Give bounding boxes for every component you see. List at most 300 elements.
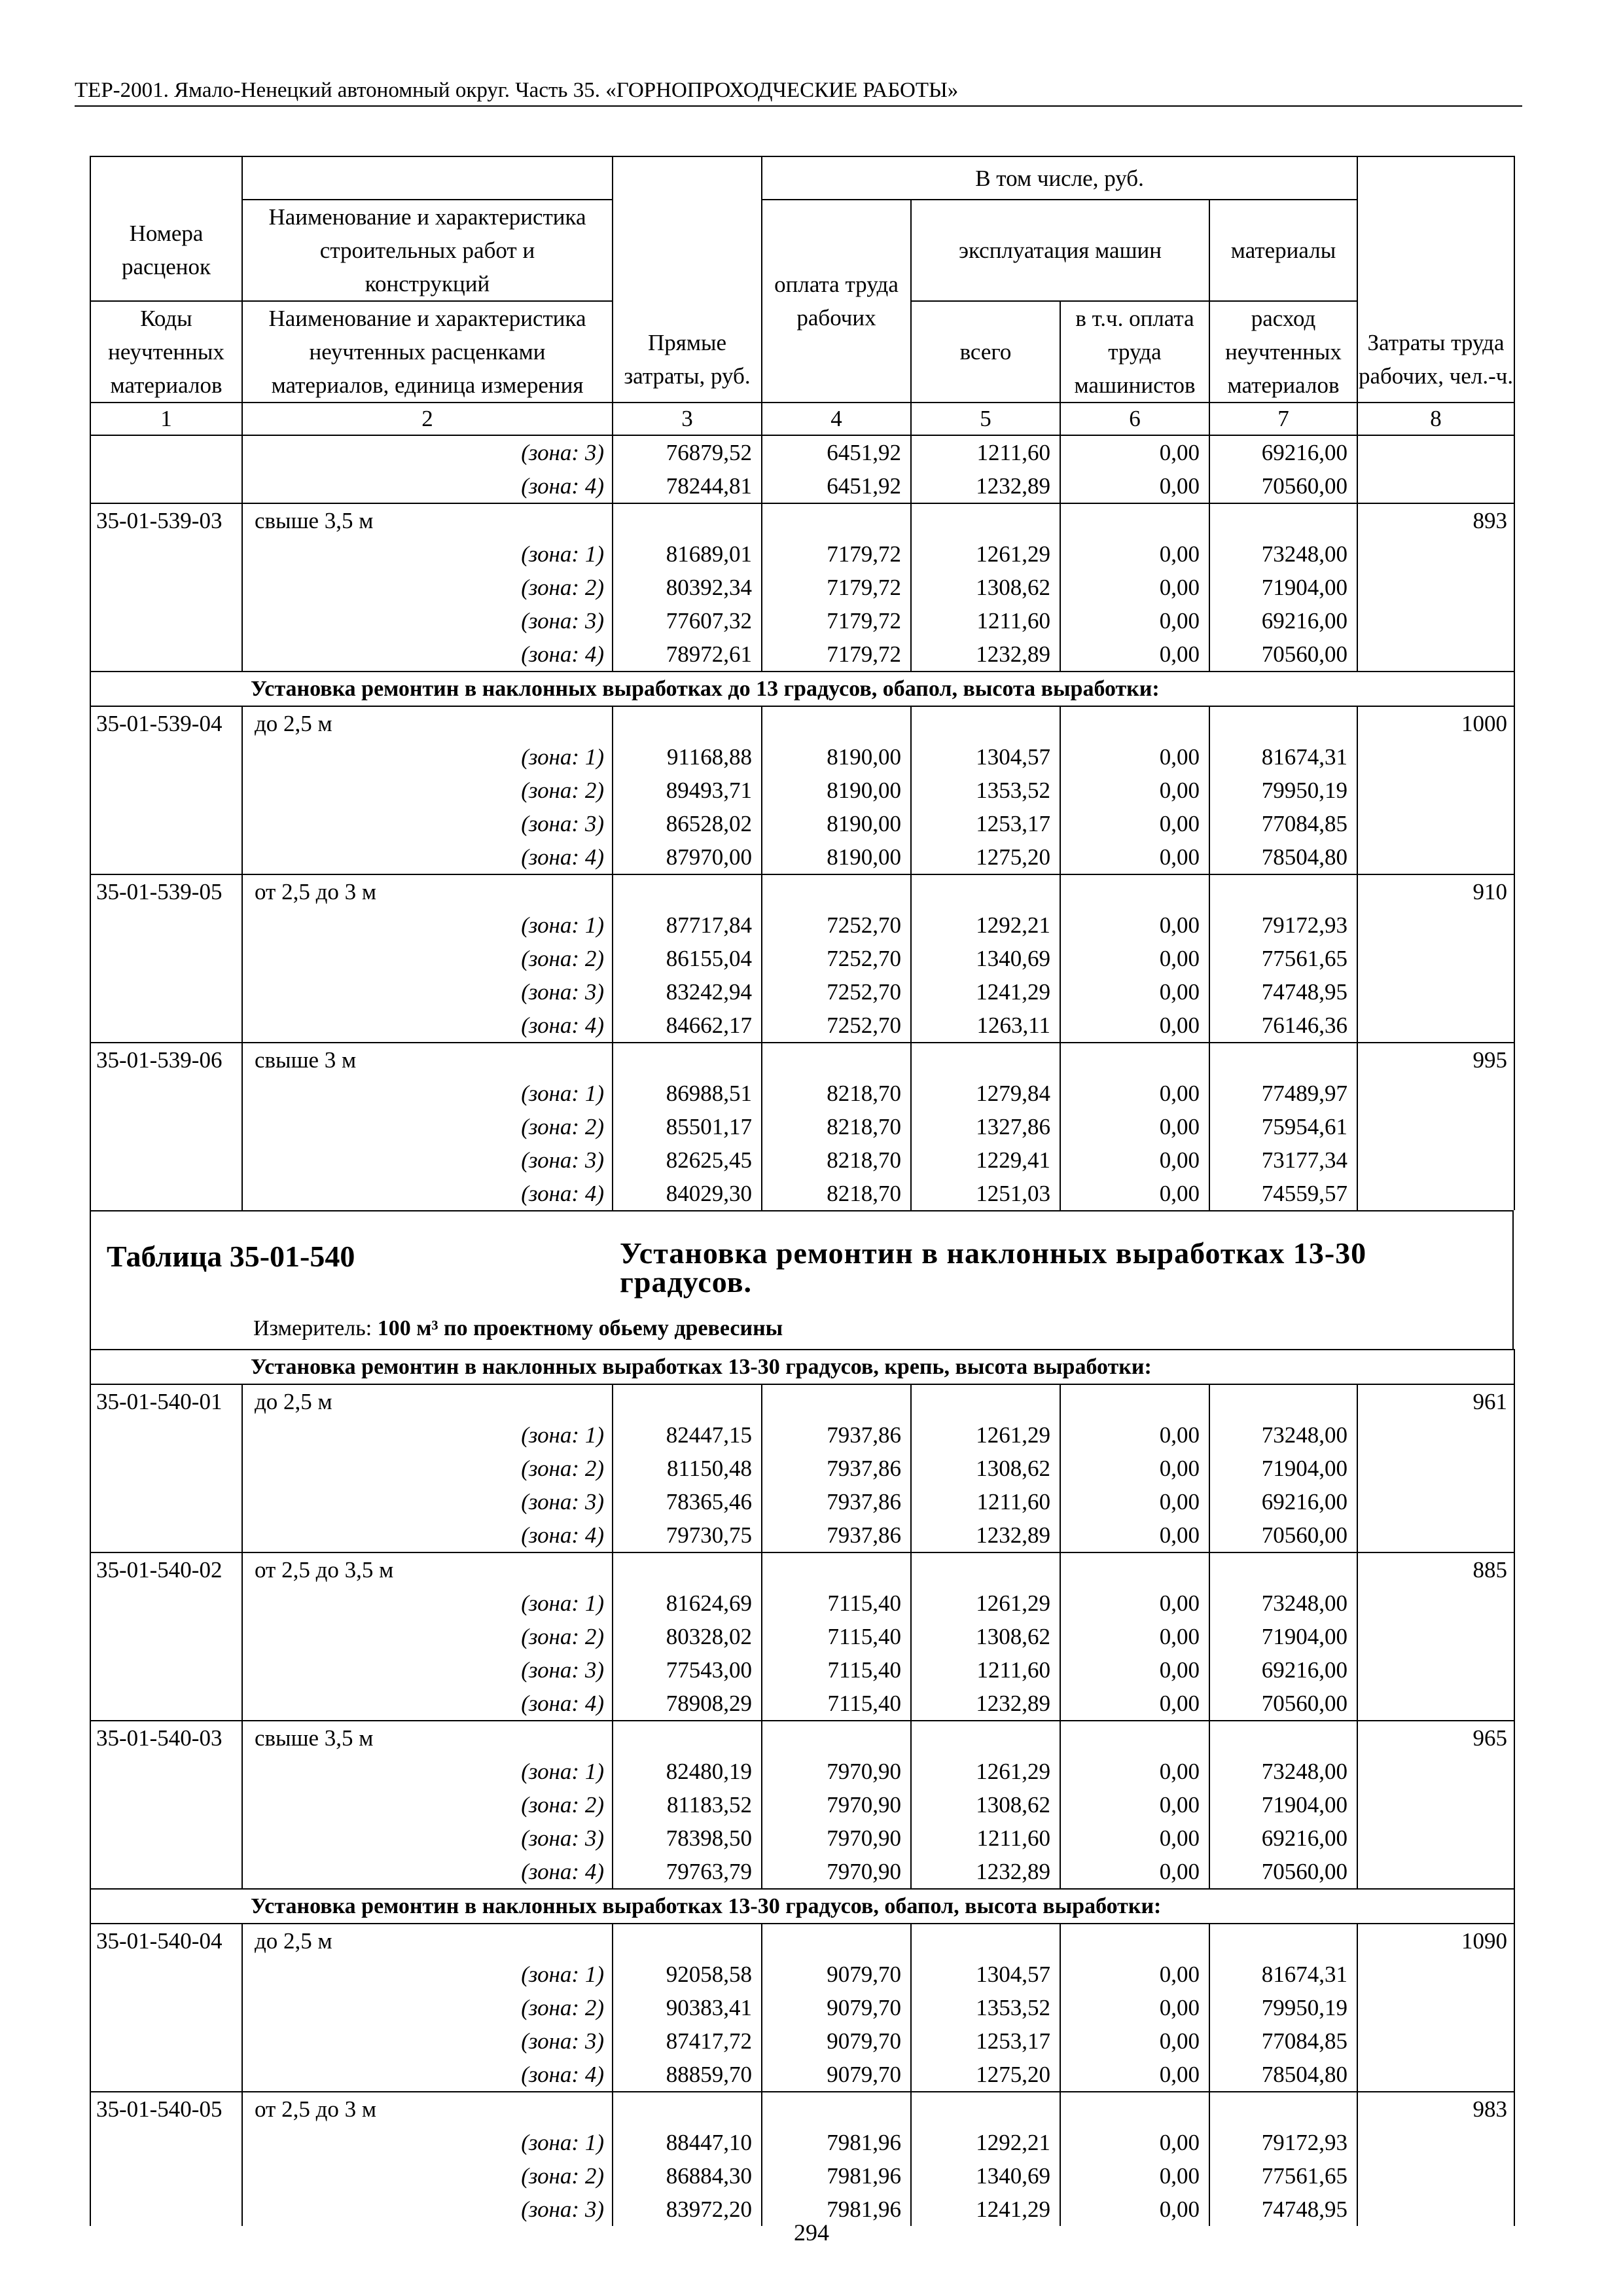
value-machinist-wages: 0,00 xyxy=(1060,637,1209,672)
value-wages: 6451,92 xyxy=(762,469,911,503)
zone-label: (зона: 1) xyxy=(242,1755,613,1788)
measure-unit: Измеритель: 100 м³ по проектному обьему древесины xyxy=(253,1316,783,1340)
labor-cost: 965 xyxy=(1357,1721,1514,1755)
value-machines-total: 1304,57 xyxy=(911,740,1060,774)
zone-row xyxy=(90,1485,1514,1518)
value-wages: 9079,70 xyxy=(762,1991,911,2024)
value-direct-cost: 90383,41 xyxy=(613,1991,762,2024)
value-wages: 7981,96 xyxy=(762,2126,911,2159)
col-header-machines-total: всего xyxy=(911,301,1060,403)
value-wages: 7981,96 xyxy=(762,2193,911,2226)
value-direct-cost: 87970,00 xyxy=(613,840,762,874)
value-wages: 6451,92 xyxy=(762,436,911,469)
value-machines-total: 1232,89 xyxy=(911,469,1060,503)
work-name: свыше 3 м xyxy=(242,1043,613,1077)
value-materials: 73177,34 xyxy=(1209,1143,1357,1177)
value-direct-cost: 88447,10 xyxy=(613,2126,762,2159)
section-row xyxy=(90,1350,1514,1384)
zone-row xyxy=(90,2024,1514,2058)
value-machines-total: 1279,84 xyxy=(911,1077,1060,1110)
col-header-labor: Затраты труда рабочих, чел.-ч. xyxy=(1357,156,1514,403)
zone-label: (зона: 4) xyxy=(242,637,613,672)
value-materials: 73248,00 xyxy=(1209,1587,1357,1620)
value-machines-total: 1211,60 xyxy=(911,1485,1060,1518)
rate-code: 35-01-540-05 xyxy=(90,2092,242,2126)
zone-label: (зона: 1) xyxy=(242,2126,613,2159)
zone-row xyxy=(90,469,1514,503)
rate-code: 35-01-539-04 xyxy=(90,706,242,740)
value-wages: 7981,96 xyxy=(762,2159,911,2193)
value-direct-cost: 81689,01 xyxy=(613,537,762,571)
value-machines-total: 1241,29 xyxy=(911,975,1060,1009)
value-wages: 7252,70 xyxy=(762,975,911,1009)
rate-item-row xyxy=(90,1384,1514,1418)
work-name: до 2,5 м xyxy=(242,1384,613,1418)
zone-label: (зона: 2) xyxy=(242,774,613,807)
section-row xyxy=(90,1889,1514,1924)
value-machines-total: 1211,60 xyxy=(911,1653,1060,1687)
header-rule xyxy=(75,105,1522,107)
zone-label: (зона: 1) xyxy=(242,1418,613,1452)
value-machines-total: 1211,60 xyxy=(911,1821,1060,1855)
zone-label: (зона: 4) xyxy=(242,1518,613,1552)
work-name: от 2,5 до 3 м xyxy=(242,874,613,908)
zone-label: (зона: 1) xyxy=(242,740,613,774)
value-machinist-wages: 0,00 xyxy=(1060,1587,1209,1620)
value-materials: 77489,97 xyxy=(1209,1077,1357,1110)
value-materials: 81674,31 xyxy=(1209,740,1357,774)
value-wages: 7179,72 xyxy=(762,537,911,571)
zone-row xyxy=(90,942,1514,975)
zone-row xyxy=(90,2159,1514,2193)
section-heading: Установка ремонтин в наклонных выработках 13-30 градусов, обапол, высота выработки: xyxy=(90,1889,1514,1924)
labor-cost: 983 xyxy=(1357,2092,1514,2126)
value-direct-cost: 91168,88 xyxy=(613,740,762,774)
zone-row xyxy=(90,637,1514,672)
rate-item-row xyxy=(90,706,1514,740)
value-materials: 71904,00 xyxy=(1209,1620,1357,1653)
zone-label: (зона: 4) xyxy=(242,469,613,503)
rate-code: 35-01-540-03 xyxy=(90,1721,242,1755)
labor-cost: 1000 xyxy=(1357,706,1514,740)
col-header-direct-costs: Прямые затраты, руб. xyxy=(613,156,762,403)
value-machines-total: 1292,21 xyxy=(911,908,1060,942)
value-machines-total: 1251,03 xyxy=(911,1177,1060,1210)
work-name: от 2,5 до 3,5 м xyxy=(242,1552,613,1587)
rate-item-row xyxy=(90,1721,1514,1755)
value-machines-total: 1340,69 xyxy=(911,2159,1060,2193)
value-direct-cost: 83972,20 xyxy=(613,2193,762,2226)
value-machines-total: 1232,89 xyxy=(911,1518,1060,1552)
labor-cost: 893 xyxy=(1357,503,1514,537)
value-materials: 79172,93 xyxy=(1209,908,1357,942)
zone-row xyxy=(90,1958,1514,1991)
value-wages: 7179,72 xyxy=(762,571,911,604)
value-wages: 7252,70 xyxy=(762,942,911,975)
zone-row xyxy=(90,1110,1514,1143)
zone-label: (зона: 4) xyxy=(242,1687,613,1721)
value-wages: 9079,70 xyxy=(762,2024,911,2058)
value-machinist-wages: 0,00 xyxy=(1060,436,1209,469)
value-direct-cost: 86528,02 xyxy=(613,807,762,840)
value-wages: 7970,90 xyxy=(762,1788,911,1821)
rate-item-row xyxy=(90,1924,1514,1958)
zone-row xyxy=(90,1452,1514,1485)
value-direct-cost: 78972,61 xyxy=(613,637,762,672)
zone-row xyxy=(90,1587,1514,1620)
zone-row xyxy=(90,975,1514,1009)
zone-label: (зона: 2) xyxy=(242,942,613,975)
zone-row xyxy=(90,1821,1514,1855)
value-wages: 7115,40 xyxy=(762,1620,911,1653)
page-number: 294 xyxy=(794,2219,829,2246)
value-materials: 79950,19 xyxy=(1209,774,1357,807)
value-materials: 69216,00 xyxy=(1209,1485,1357,1518)
value-materials: 69216,00 xyxy=(1209,436,1357,469)
zone-row xyxy=(90,604,1514,637)
value-machines-total: 1261,29 xyxy=(911,1418,1060,1452)
value-direct-cost: 84029,30 xyxy=(613,1177,762,1210)
table-title: Таблица 35-01-540 xyxy=(107,1240,355,1273)
value-wages: 7970,90 xyxy=(762,1755,911,1788)
value-machines-total: 1353,52 xyxy=(911,774,1060,807)
value-materials: 77561,65 xyxy=(1209,2159,1357,2193)
value-direct-cost: 78244,81 xyxy=(613,469,762,503)
value-direct-cost: 81183,52 xyxy=(613,1788,762,1821)
value-direct-cost: 87717,84 xyxy=(613,908,762,942)
zone-row xyxy=(90,1177,1514,1210)
zone-label: (зона: 3) xyxy=(242,604,613,637)
value-direct-cost: 85501,17 xyxy=(613,1110,762,1143)
zone-label: (зона: 3) xyxy=(242,975,613,1009)
value-direct-cost: 84662,17 xyxy=(613,1009,762,1043)
zone-row xyxy=(90,1009,1514,1043)
value-direct-cost: 81150,48 xyxy=(613,1452,762,1485)
value-materials: 75954,61 xyxy=(1209,1110,1357,1143)
zone-label: (зона: 2) xyxy=(242,1110,613,1143)
value-machinist-wages: 0,00 xyxy=(1060,1653,1209,1687)
zone-row xyxy=(90,1518,1514,1552)
value-direct-cost: 82480,19 xyxy=(613,1755,762,1788)
work-name: от 2,5 до 3 м xyxy=(242,2092,613,2126)
zone-row xyxy=(90,571,1514,604)
value-machines-total: 1304,57 xyxy=(911,1958,1060,1991)
zone-row xyxy=(90,807,1514,840)
value-wages: 7937,86 xyxy=(762,1485,911,1518)
zone-label: (зона: 1) xyxy=(242,1077,613,1110)
rate-item-row xyxy=(90,1043,1514,1077)
rate-code: 35-01-540-04 xyxy=(90,1924,242,1958)
value-materials: 71904,00 xyxy=(1209,571,1357,604)
value-machines-total: 1327,86 xyxy=(911,1110,1060,1143)
value-machines-total: 1308,62 xyxy=(911,1452,1060,1485)
zone-label: (зона: 4) xyxy=(242,1177,613,1210)
zone-label: (зона: 1) xyxy=(242,1958,613,1991)
value-wages: 9079,70 xyxy=(762,1958,911,1991)
zone-row xyxy=(90,908,1514,942)
value-machines-total: 1292,21 xyxy=(911,2126,1060,2159)
value-materials: 69216,00 xyxy=(1209,1653,1357,1687)
value-direct-cost: 80392,34 xyxy=(613,571,762,604)
value-materials: 78504,80 xyxy=(1209,840,1357,874)
zone-label: (зона: 2) xyxy=(242,571,613,604)
value-direct-cost: 77543,00 xyxy=(613,1653,762,1687)
work-name: свыше 3,5 м xyxy=(242,1721,613,1755)
value-wages: 8218,70 xyxy=(762,1077,911,1110)
value-machinist-wages: 0,00 xyxy=(1060,774,1209,807)
value-machinist-wages: 0,00 xyxy=(1060,1143,1209,1177)
value-machinist-wages: 0,00 xyxy=(1060,1821,1209,1855)
value-direct-cost: 81624,69 xyxy=(613,1587,762,1620)
value-direct-cost: 79730,75 xyxy=(613,1518,762,1552)
rate-code: 35-01-539-06 xyxy=(90,1043,242,1077)
value-machinist-wages: 0,00 xyxy=(1060,1110,1209,1143)
value-machinist-wages: 0,00 xyxy=(1060,942,1209,975)
zone-label: (зона: 2) xyxy=(242,2159,613,2193)
rate-item-row xyxy=(90,874,1514,908)
zone-label: (зона: 1) xyxy=(242,537,613,571)
zone-row xyxy=(90,1687,1514,1721)
value-machinist-wages: 0,00 xyxy=(1060,1855,1209,1889)
value-machinist-wages: 0,00 xyxy=(1060,2024,1209,2058)
value-machinist-wages: 0,00 xyxy=(1060,469,1209,503)
value-direct-cost: 86988,51 xyxy=(613,1077,762,1110)
value-wages: 9079,70 xyxy=(762,2058,911,2092)
value-wages: 7252,70 xyxy=(762,1009,911,1043)
value-materials: 81674,31 xyxy=(1209,1958,1357,1991)
work-name: свыше 3,5 м xyxy=(242,503,613,537)
zone-label: (зона: 4) xyxy=(242,2058,613,2092)
value-machinist-wages: 0,00 xyxy=(1060,1755,1209,1788)
value-machinist-wages: 0,00 xyxy=(1060,1452,1209,1485)
value-materials: 74748,95 xyxy=(1209,2193,1357,2226)
column-numbers-row: 1 2 3 4 5 6 7 8 xyxy=(90,403,1514,435)
value-machinist-wages: 0,00 xyxy=(1060,1177,1209,1210)
value-materials: 69216,00 xyxy=(1209,604,1357,637)
value-machines-total: 1275,20 xyxy=(911,2058,1060,2092)
rate-item-row xyxy=(90,2092,1514,2126)
value-machines-total: 1263,11 xyxy=(911,1009,1060,1043)
value-direct-cost: 88859,70 xyxy=(613,2058,762,2092)
value-materials: 73248,00 xyxy=(1209,1418,1357,1452)
value-machinist-wages: 0,00 xyxy=(1060,1418,1209,1452)
zone-label: (зона: 4) xyxy=(242,1855,613,1889)
zone-label: (зона: 3) xyxy=(242,1485,613,1518)
value-wages: 7252,70 xyxy=(762,908,911,942)
value-machinist-wages: 0,00 xyxy=(1060,1958,1209,1991)
zone-label: (зона: 3) xyxy=(242,436,613,469)
zone-row xyxy=(90,1788,1514,1821)
value-machines-total: 1261,29 xyxy=(911,1755,1060,1788)
page-header: ТЕР-2001. Ямало-Ненецкий автономный округ. Часть 35. «ГОРНОПРОХОДЧЕСКИЕ РАБОТЫ» xyxy=(75,79,959,102)
zone-row xyxy=(90,2126,1514,2159)
value-direct-cost: 82625,45 xyxy=(613,1143,762,1177)
zone-row xyxy=(90,1418,1514,1452)
col-header-rate-numbers: Номера расценок xyxy=(90,200,242,301)
col-header-materials: материалы xyxy=(1209,200,1357,301)
zone-label: (зона: 2) xyxy=(242,1991,613,2024)
zone-row xyxy=(90,537,1514,571)
col-header-material-codes: Коды неучтенных материалов xyxy=(90,301,242,403)
value-machines-total: 1211,60 xyxy=(911,604,1060,637)
value-machinist-wages: 0,00 xyxy=(1060,1687,1209,1721)
rate-code: 35-01-540-02 xyxy=(90,1552,242,1587)
value-direct-cost: 92058,58 xyxy=(613,1958,762,1991)
value-wages: 8218,70 xyxy=(762,1110,911,1143)
value-machinist-wages: 0,00 xyxy=(1060,571,1209,604)
labor-cost: 910 xyxy=(1357,874,1514,908)
zone-label: (зона: 2) xyxy=(242,1452,613,1485)
col-header-material-names: Наименование и характеристика неучтенных расценками материалов, единица измерения xyxy=(242,301,613,403)
value-materials: 78504,80 xyxy=(1209,2058,1357,2092)
value-wages: 7115,40 xyxy=(762,1653,911,1687)
value-materials: 70560,00 xyxy=(1209,1518,1357,1552)
value-machinist-wages: 0,00 xyxy=(1060,1788,1209,1821)
zone-label: (зона: 3) xyxy=(242,807,613,840)
work-name: до 2,5 м xyxy=(242,1924,613,1958)
value-machinist-wages: 0,00 xyxy=(1060,807,1209,840)
section-heading: Установка ремонтин в наклонных выработках 13-30 градусов, крепь, высота выработки: xyxy=(90,1350,1514,1384)
value-materials: 79950,19 xyxy=(1209,1991,1357,2024)
zone-row xyxy=(90,1991,1514,2024)
rate-code: 35-01-540-01 xyxy=(90,1384,242,1418)
value-machines-total: 1308,62 xyxy=(911,1620,1060,1653)
zone-label: (зона: 3) xyxy=(242,2024,613,2058)
value-machines-total: 1353,52 xyxy=(911,1991,1060,2024)
value-materials: 73248,00 xyxy=(1209,537,1357,571)
value-machines-total: 1241,29 xyxy=(911,2193,1060,2226)
work-name: до 2,5 м xyxy=(242,706,613,740)
value-direct-cost: 86884,30 xyxy=(613,2159,762,2193)
value-materials: 74748,95 xyxy=(1209,975,1357,1009)
zone-label: (зона: 2) xyxy=(242,1788,613,1821)
col-header-including: В том числе, руб. xyxy=(762,156,1357,200)
value-direct-cost: 86155,04 xyxy=(613,942,762,975)
value-machinist-wages: 0,00 xyxy=(1060,1518,1209,1552)
value-materials: 77084,85 xyxy=(1209,807,1357,840)
zone-label: (зона: 2) xyxy=(242,1620,613,1653)
value-machinist-wages: 0,00 xyxy=(1060,1009,1209,1043)
value-direct-cost: 79763,79 xyxy=(613,1855,762,1889)
section-heading: Установка ремонтин в наклонных выработках до 13 градусов, обапол, высота выработки: xyxy=(90,672,1514,706)
value-wages: 7115,40 xyxy=(762,1587,911,1620)
value-machinist-wages: 0,00 xyxy=(1060,2193,1209,2226)
labor-cost: 1090 xyxy=(1357,1924,1514,1958)
zone-label: (зона: 4) xyxy=(242,840,613,874)
value-materials: 74559,57 xyxy=(1209,1177,1357,1210)
value-machines-total: 1308,62 xyxy=(911,1788,1060,1821)
value-materials: 76146,36 xyxy=(1209,1009,1357,1043)
value-machines-total: 1308,62 xyxy=(911,571,1060,604)
zone-label: (зона: 3) xyxy=(242,1653,613,1687)
value-materials: 70560,00 xyxy=(1209,469,1357,503)
value-machinist-wages: 0,00 xyxy=(1060,604,1209,637)
zone-label: (зона: 1) xyxy=(242,908,613,942)
zone-row xyxy=(90,840,1514,874)
value-wages: 8218,70 xyxy=(762,1177,911,1210)
value-wages: 7115,40 xyxy=(762,1687,911,1721)
zone-row xyxy=(90,1143,1514,1177)
value-wages: 8190,00 xyxy=(762,840,911,874)
value-materials: 70560,00 xyxy=(1209,637,1357,672)
table-description: Установка ремонтин в наклонных выработках 13-30 градусов. xyxy=(620,1236,1367,1299)
value-direct-cost: 76879,52 xyxy=(613,436,762,469)
rates-table-539 xyxy=(90,436,1515,1210)
value-direct-cost: 78365,46 xyxy=(613,1485,762,1518)
zone-label: (зона: 3) xyxy=(242,2193,613,2226)
value-materials: 79172,93 xyxy=(1209,2126,1357,2159)
zone-row xyxy=(90,1620,1514,1653)
zone-label: (зона: 3) xyxy=(242,1821,613,1855)
value-direct-cost: 89493,71 xyxy=(613,774,762,807)
rates-table-frame xyxy=(90,156,1514,2222)
labor-cost: 995 xyxy=(1357,1043,1514,1077)
value-machinist-wages: 0,00 xyxy=(1060,840,1209,874)
value-wages: 7970,90 xyxy=(762,1855,911,1889)
value-direct-cost: 83242,94 xyxy=(613,975,762,1009)
zone-label: (зона: 3) xyxy=(242,1143,613,1177)
value-wages: 8190,00 xyxy=(762,740,911,774)
value-machinist-wages: 0,00 xyxy=(1060,975,1209,1009)
value-machines-total: 1340,69 xyxy=(911,942,1060,975)
value-direct-cost: 82447,15 xyxy=(613,1418,762,1452)
value-wages: 8190,00 xyxy=(762,774,911,807)
value-machinist-wages: 0,00 xyxy=(1060,2126,1209,2159)
rates-table-540 xyxy=(90,1349,1515,2226)
rate-code: 35-01-539-03 xyxy=(90,503,242,537)
value-machinist-wages: 0,00 xyxy=(1060,537,1209,571)
value-machinist-wages: 0,00 xyxy=(1060,740,1209,774)
value-materials: 71904,00 xyxy=(1209,1788,1357,1821)
col-header-wages: оплата труда рабочих xyxy=(762,200,911,403)
value-direct-cost: 77607,32 xyxy=(613,604,762,637)
col-header-unaccounted-materials: расход неучтенных материалов xyxy=(1209,301,1357,403)
value-machinist-wages: 0,00 xyxy=(1060,2058,1209,2092)
value-machines-total: 1232,89 xyxy=(911,1855,1060,1889)
value-machinist-wages: 0,00 xyxy=(1060,2159,1209,2193)
value-direct-cost: 78398,50 xyxy=(613,1821,762,1855)
value-materials: 77561,65 xyxy=(1209,942,1357,975)
value-wages: 7970,90 xyxy=(762,1821,911,1855)
value-materials: 73248,00 xyxy=(1209,1755,1357,1788)
value-wages: 7179,72 xyxy=(762,604,911,637)
rate-item-row xyxy=(90,503,1514,537)
value-machines-total: 1275,20 xyxy=(911,840,1060,874)
value-materials: 70560,00 xyxy=(1209,1855,1357,1889)
value-machines-total: 1229,41 xyxy=(911,1143,1060,1177)
value-direct-cost: 80328,02 xyxy=(613,1620,762,1653)
value-machinist-wages: 0,00 xyxy=(1060,908,1209,942)
value-machines-total: 1261,29 xyxy=(911,537,1060,571)
col-header-work-name: Наименование и характеристика строительных работ и конструкций xyxy=(242,200,613,301)
value-wages: 7937,86 xyxy=(762,1518,911,1552)
table-540-heading xyxy=(90,1210,1514,1349)
value-wages: 7179,72 xyxy=(762,637,911,672)
value-machinist-wages: 0,00 xyxy=(1060,1077,1209,1110)
value-machinist-wages: 0,00 xyxy=(1060,1485,1209,1518)
value-wages: 8218,70 xyxy=(762,1143,911,1177)
zone-row xyxy=(90,1077,1514,1110)
value-materials: 71904,00 xyxy=(1209,1452,1357,1485)
value-wages: 7937,86 xyxy=(762,1452,911,1485)
value-wages: 8190,00 xyxy=(762,807,911,840)
zone-row xyxy=(90,1755,1514,1788)
rate-code: 35-01-539-05 xyxy=(90,874,242,908)
value-machines-total: 1232,89 xyxy=(911,637,1060,672)
value-materials: 69216,00 xyxy=(1209,1821,1357,1855)
col-header-machinist-wages: в т.ч. оплата труда машинистов xyxy=(1060,301,1209,403)
zone-row xyxy=(90,2058,1514,2092)
